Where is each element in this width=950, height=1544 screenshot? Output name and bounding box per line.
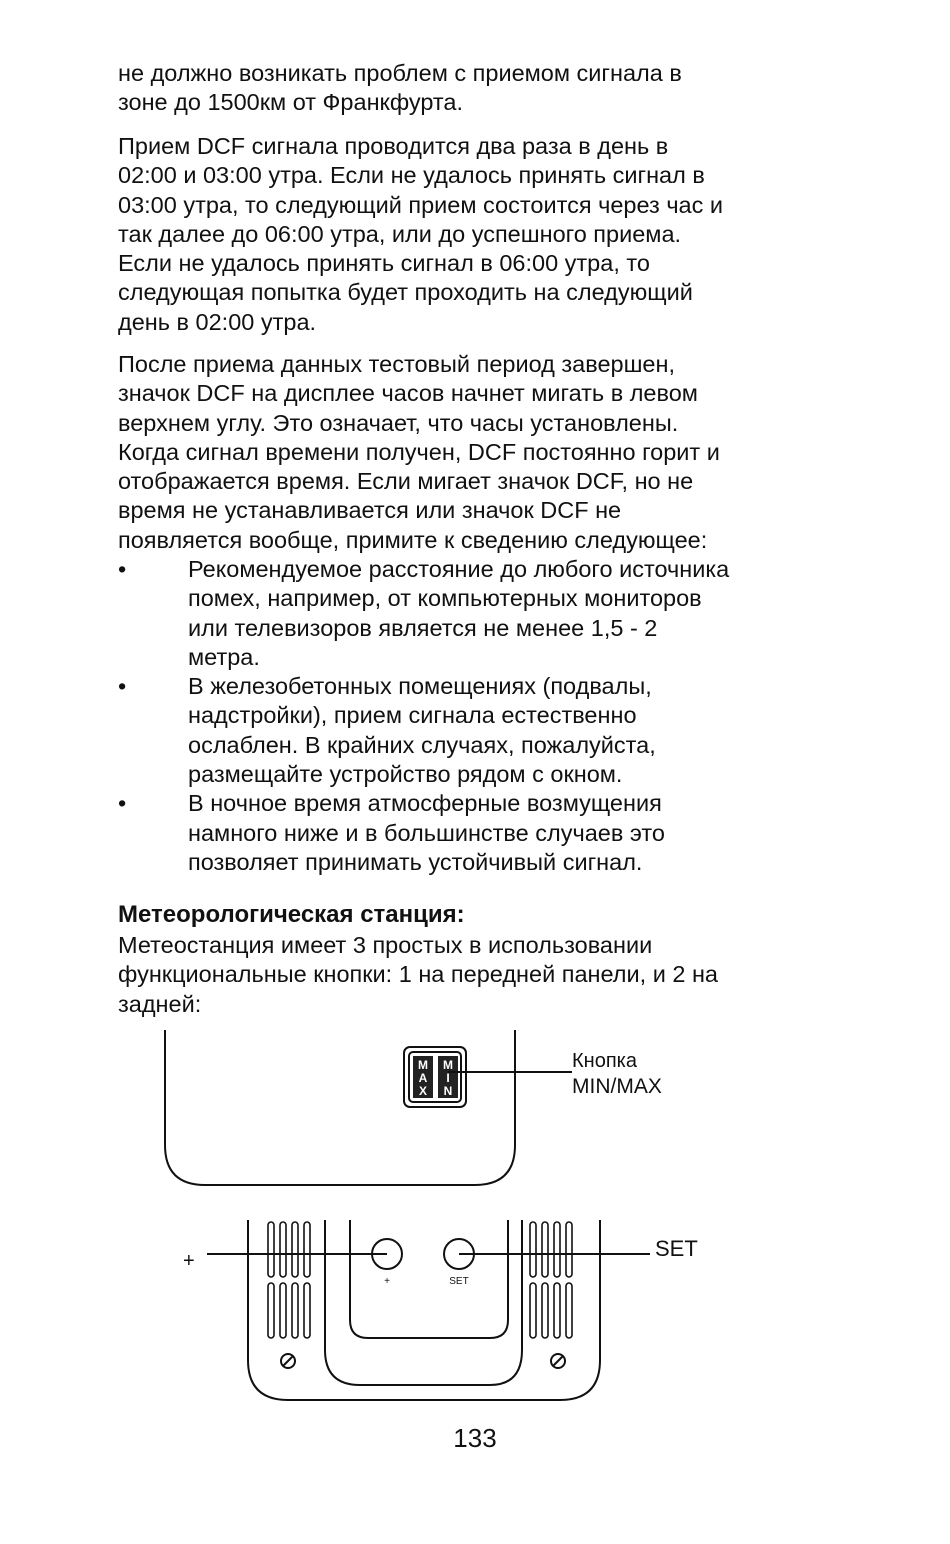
bullet-icon: • bbox=[118, 673, 127, 700]
text-line: Прием DCF сигнала проводится два раза в день в bbox=[118, 133, 669, 159]
weather-station-diagram bbox=[0, 1020, 950, 1410]
text-line: В ночное время атмосферные возмущения bbox=[188, 790, 662, 817]
text-line: Рекомендуемое расстояние до любого источника bbox=[188, 556, 730, 582]
min-letter: M bbox=[443, 1058, 453, 1072]
text-line: 03:00 утра, то следующий прием состоится через час и bbox=[118, 191, 724, 218]
text-line: появляется вообще, примите к сведению следующее: bbox=[118, 526, 708, 553]
text-line: В железобетонных помещениях (подвалы, bbox=[188, 673, 652, 700]
text-line: день в 02:00 утра. bbox=[118, 308, 317, 335]
paragraph-reception-zone bbox=[118, 59, 798, 118]
max-letter: A bbox=[418, 1071, 428, 1085]
bullet-list bbox=[118, 555, 818, 877]
set-button-caption: SET bbox=[449, 1276, 469, 1287]
text-line: отображается время. Если мигает значок DCF, но не bbox=[118, 468, 694, 495]
min-letter: I bbox=[446, 1071, 450, 1085]
set-button-icon bbox=[444, 1239, 474, 1287]
text-line: Если не удалось принять сигнал в 06:00 утра, то bbox=[118, 250, 650, 277]
text-line: или телевизоров является не менее 1,5 - 2 bbox=[188, 614, 658, 641]
text-line: После приема данных тестовый период завершен, bbox=[118, 351, 676, 377]
set-label: SET bbox=[655, 1236, 698, 1261]
text-line: не должно возникать проблем с приемом сигнала в bbox=[118, 60, 682, 86]
bullet-icon: • bbox=[118, 556, 127, 582]
text-line: надстройки), прием сигнала естественно bbox=[188, 702, 637, 729]
screw-icon bbox=[551, 1354, 565, 1368]
text-line: помех, например, от компьютерных мониторов bbox=[188, 585, 702, 612]
minmax-label-line2: MIN/MAX bbox=[572, 1075, 662, 1098]
text-line: следующая попытка будет проходить на следующий bbox=[118, 279, 693, 306]
text-line: так далее до 06:00 утра, или до успешного приема. bbox=[118, 220, 682, 247]
text-line: 02:00 и 03:00 утра. Если не удалось принять сигнал в bbox=[118, 162, 705, 189]
section-heading: Метеорологическая станция: bbox=[118, 901, 465, 928]
text-line: метра. bbox=[188, 643, 260, 670]
plus-button-icon bbox=[372, 1239, 402, 1287]
min-letter: N bbox=[443, 1084, 453, 1098]
list-item bbox=[118, 672, 818, 789]
max-letter: M bbox=[418, 1058, 428, 1072]
screw-icon bbox=[281, 1354, 295, 1368]
plus-button-caption: + bbox=[384, 1276, 390, 1287]
text-line: Метеостанция имеет 3 простых в использовании bbox=[118, 932, 653, 958]
text-line: задней: bbox=[118, 990, 202, 1017]
paragraph-weather-station-intro bbox=[118, 931, 798, 1019]
text-line: время не устанавливается или значок DCF не bbox=[118, 497, 622, 524]
back-panel bbox=[248, 1220, 600, 1400]
text-line: ослаблен. В крайних случаях, пожалуйста, bbox=[188, 731, 656, 758]
max-letter: X bbox=[418, 1084, 428, 1098]
minmax-label-line1: Кнопка bbox=[572, 1050, 637, 1072]
text-line: Когда сигнал времени получен, DCF постоянно горит и bbox=[118, 438, 720, 465]
text-line: значок DCF на дисплее часов начнет мигать в левом bbox=[118, 380, 698, 407]
plus-label: + bbox=[183, 1250, 195, 1272]
text-line: функциональные кнопки: 1 на передней панели, и 2 на bbox=[118, 961, 718, 988]
text-line: позволяет принимать устойчивый сигнал. bbox=[188, 848, 643, 875]
paragraph-dcf-schedule bbox=[118, 132, 798, 337]
text-line: намного ниже и в большинстве случаев это bbox=[188, 819, 665, 846]
paragraph-dcf-icon bbox=[118, 350, 798, 555]
bullet-icon: • bbox=[118, 790, 127, 817]
page-number: 133 bbox=[453, 1423, 497, 1453]
list-item bbox=[118, 789, 818, 877]
text-line: зоне до 1500км от Франкфурта. bbox=[118, 89, 464, 116]
text-line: размещайте устройство рядом с окном. bbox=[188, 761, 623, 788]
text-line: верхнем углу. Это означает, что часы установлены. bbox=[118, 409, 679, 436]
list-item bbox=[118, 555, 818, 672]
minmax-button-icon bbox=[404, 1047, 466, 1107]
